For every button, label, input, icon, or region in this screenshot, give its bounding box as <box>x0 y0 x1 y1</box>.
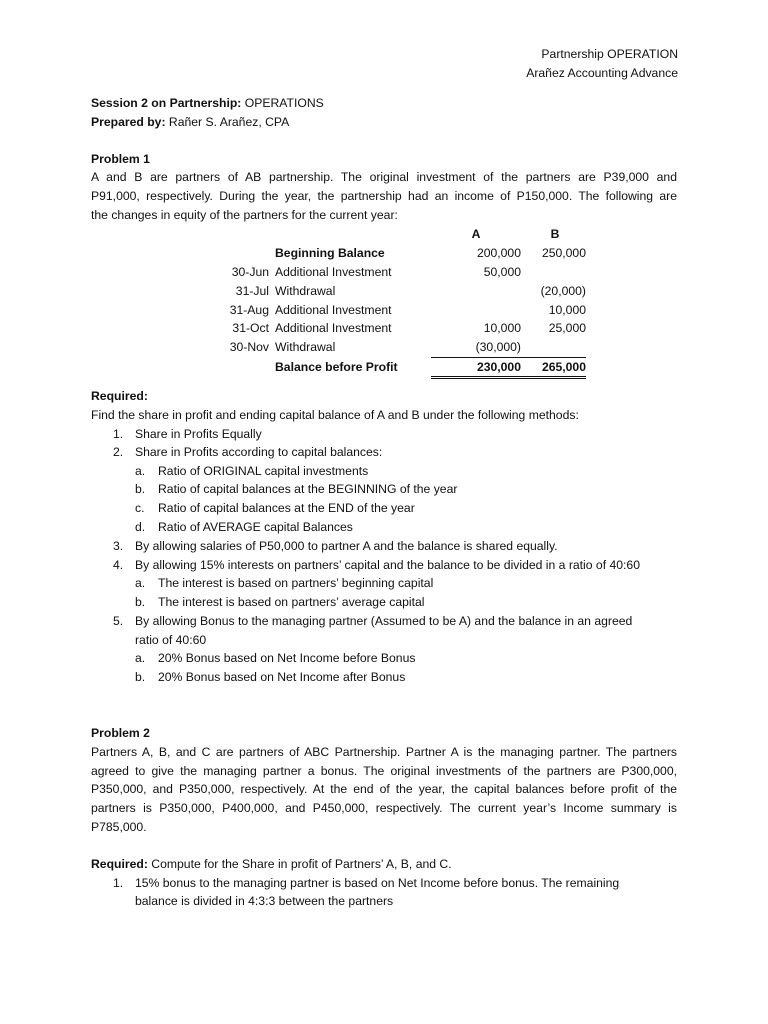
header-title: Partnership OPERATION <box>541 47 678 61</box>
row-value-a <box>431 281 524 300</box>
problem2-required-text: Compute for the Share in profit of Partners’ A, B, and C. <box>147 857 452 871</box>
list-item: 20% Bonus based on Net Income before Bonus <box>158 651 416 665</box>
table-row <box>205 300 586 319</box>
table-row <box>205 263 586 282</box>
table-row <box>205 338 586 357</box>
list-item-number: 3. <box>113 539 124 553</box>
row-value-a: 200,000 <box>476 246 521 261</box>
problem2-para-line: agreed to give the managing partner a bonus. The original investments of the partners are P300,000, <box>91 764 677 778</box>
row-desc: Withdrawal <box>275 283 336 298</box>
list-item-number: a. <box>135 464 146 478</box>
row-date: 31-Oct <box>232 321 269 336</box>
list-item: The interest is based on partners’ average capital <box>158 595 425 609</box>
table-row <box>205 244 586 263</box>
row-desc: Beginning Balance <box>275 246 385 261</box>
table-row <box>205 319 586 338</box>
list-item: Ratio of AVERAGE capital Balances <box>158 520 353 534</box>
problem1-para-line: A and B are partners of AB partnership. The original investment of the partners are P39,000 and <box>91 170 677 184</box>
list-item-number: b. <box>135 670 146 684</box>
list-item-number: 1. <box>113 427 124 441</box>
list-item: Share in Profits according to capital balances: <box>135 445 383 459</box>
row-value-b: 25,000 <box>548 321 586 336</box>
problem1-title: Problem 1 <box>91 152 150 166</box>
row-date <box>205 357 275 378</box>
problem1-para-line: P91,000, respectively. During the year, the partnership had an income of P150,000. The following are <box>91 189 677 203</box>
problem2-title: Problem 2 <box>91 726 150 740</box>
row-desc: Additional Investment <box>275 264 392 279</box>
row-value-b: 250,000 <box>541 246 586 261</box>
problem2-required-label: Required: <box>91 857 148 871</box>
list-item-number: 5. <box>113 614 124 628</box>
problem1-required-text: Find the share in profit and ending capital balance of A and B under the following methods: <box>91 408 579 422</box>
list-item-continuation: ratio of 40:60 <box>135 633 207 647</box>
row-date: 30-Jun <box>231 264 269 279</box>
problem2-para-line: partners is P350,000, P400,000, and P450,000, respectively. The current year’s Income summary is <box>91 801 677 815</box>
problem2-para-line: P350,000, and P350,000, respectively. At the end of the year, the capital balances before profit of the <box>91 782 677 796</box>
row-desc: Balance before Profit <box>275 360 398 375</box>
list-item: By allowing Bonus to the managing partner (Assumed to be A) and the balance in an agreed <box>135 614 633 628</box>
equity-changes-table <box>205 225 586 379</box>
session-label: Session 2 on Partnership: <box>91 96 242 110</box>
header-subtitle: Arañez Accounting Advance <box>526 66 678 80</box>
col-a-header: A <box>471 227 481 242</box>
row-desc: Additional Investment <box>275 321 392 336</box>
problem2-required-line <box>91 855 452 874</box>
problem1-required-label: Required: <box>91 389 148 403</box>
table-row <box>205 281 586 300</box>
prepared-label: Prepared by: <box>91 115 166 129</box>
row-value-a: 10,000 <box>483 321 521 336</box>
session-value: OPERATIONS <box>241 96 324 110</box>
list-item: By allowing salaries of P50,000 to partner A and the balance is shared equally. <box>135 539 558 553</box>
list-item: Ratio of capital balances at the END of the year <box>158 501 415 515</box>
row-date: 31-Jul <box>235 283 269 298</box>
list-item-number: 2. <box>113 445 124 459</box>
list-item-number: a. <box>135 576 146 590</box>
row-date <box>205 244 275 263</box>
list-item: 20% Bonus based on Net Income after Bonus <box>158 670 406 684</box>
list-item: Share in Profits Equally <box>135 427 262 441</box>
list-item: Ratio of ORIGINAL capital investments <box>158 464 369 478</box>
table-header-row <box>205 225 586 244</box>
list-item-number: 1. <box>113 876 124 890</box>
list-item-number: b. <box>135 595 146 609</box>
col-b-header: B <box>550 227 560 242</box>
list-item: Ratio of capital balances at the BEGINNING of the year <box>158 482 458 496</box>
prepared-line <box>91 113 289 132</box>
list-item-continuation: balance is divided in 4:3:3 between the partners <box>135 894 394 908</box>
row-value-b <box>524 263 586 282</box>
row-value-b: 10,000 <box>548 302 586 317</box>
list-item: By allowing 15% interests on partners’ capital and the balance to be divided in a ratio of 40:60 <box>135 558 640 572</box>
prepared-value: Rañer S. Arañez, CPA <box>165 115 290 129</box>
problem2-para-line: Partners A, B, and C are partners of ABC Partnership. Partner A is the managing partner. The partners <box>91 745 677 759</box>
row-desc: Withdrawal <box>275 340 336 355</box>
list-item-number: 4. <box>113 558 124 572</box>
row-value-b <box>524 338 586 357</box>
list-item: 15% bonus to the managing partner is based on Net Income before bonus. The remaining <box>135 876 620 890</box>
list-item-number: c. <box>135 501 145 515</box>
problem1-para-line: the changes in equity of the partners for the current year: <box>91 208 398 222</box>
table-total-row <box>205 357 586 378</box>
problem2-para-line: P785,000. <box>91 820 147 834</box>
list-item: The interest is based on partners’ beginning capital <box>158 576 434 590</box>
session-line <box>91 94 324 113</box>
row-value-b: 265,000 <box>524 357 586 378</box>
row-value-a <box>431 300 524 319</box>
row-desc: Additional Investment <box>275 302 392 317</box>
list-item-number: a. <box>135 651 146 665</box>
row-value-a: 230,000 <box>431 357 524 378</box>
row-date: 30-Nov <box>229 340 269 355</box>
list-item-number: b. <box>135 482 146 496</box>
row-value-a: 50,000 <box>483 264 521 279</box>
row-date: 31-Aug <box>229 302 269 317</box>
list-item-number: d. <box>135 520 146 534</box>
row-value-a: (30,000) <box>431 338 524 357</box>
row-value-b: (20,000) <box>540 283 586 298</box>
